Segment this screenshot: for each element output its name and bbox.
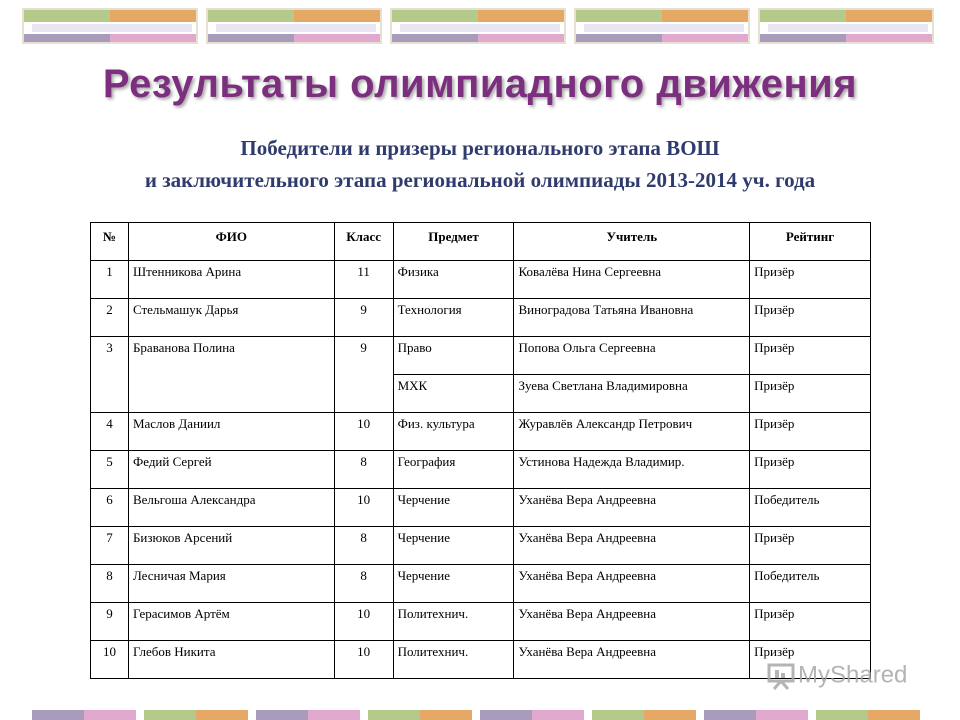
cell-name: Герасимов Артём xyxy=(128,603,334,641)
cell-subject: Черчение xyxy=(393,489,514,527)
cell-number: 8 xyxy=(91,565,129,603)
cell-number: 5 xyxy=(91,451,129,489)
cell-teacher: Уханёва Вера Андреевна xyxy=(514,603,750,641)
band-tile xyxy=(390,8,566,44)
band-tile xyxy=(206,8,382,44)
cell-number: 10 xyxy=(91,641,129,679)
cell-rating: Призёр xyxy=(750,641,871,679)
cell-grade: 9 xyxy=(334,299,393,337)
cell-name: Глебов Никита xyxy=(128,641,334,679)
header-rating: Рейтинг xyxy=(750,223,871,261)
header-grade: Класс xyxy=(334,223,393,261)
cell-grade: 10 xyxy=(334,603,393,641)
cell-name: Вельгоша Александра xyxy=(128,489,334,527)
cell-rating: Победитель xyxy=(750,489,871,527)
cell-rating: Победитель xyxy=(750,565,871,603)
top-decorative-band xyxy=(0,8,960,44)
cell-teacher: Попова Ольга Сергеевна xyxy=(514,337,750,375)
cell-grade: 11 xyxy=(334,261,393,299)
cell-rating: Призёр xyxy=(750,527,871,565)
table-row xyxy=(91,413,871,451)
cell-name: Лесничая Мария xyxy=(128,565,334,603)
cell-teacher: Виноградова Татьяна Ивановна xyxy=(514,299,750,337)
cell-teacher: Журавлёв Александр Петрович xyxy=(514,413,750,451)
cell-rating: Призёр xyxy=(750,299,871,337)
cell-number: 4 xyxy=(91,413,129,451)
presentation-board-icon xyxy=(766,661,796,691)
table-row xyxy=(91,641,871,679)
cell-grade: 10 xyxy=(334,413,393,451)
results-table xyxy=(90,222,871,679)
table-row xyxy=(91,565,871,603)
myshared-watermark xyxy=(766,655,936,695)
cell-subject: Черчение xyxy=(393,527,514,565)
cell-subject: МХК xyxy=(393,375,514,413)
band-tile xyxy=(574,8,750,44)
cell-teacher: Зуева Светлана Владимировна xyxy=(514,375,750,413)
slide-title: Результаты олимпиадного движения xyxy=(102,62,858,106)
cell-rating: Призёр xyxy=(750,375,871,413)
cell-number: 1 xyxy=(91,261,129,299)
cell-subject: Физ. культура xyxy=(393,413,514,451)
table-row xyxy=(91,261,871,299)
header-teacher: Учитель xyxy=(514,223,750,261)
cell-name: Штенникова Арина xyxy=(128,261,334,299)
cell-grade: 10 xyxy=(334,489,393,527)
cell-grade: 8 xyxy=(334,527,393,565)
band-tile xyxy=(758,8,934,44)
cell-number: 2 xyxy=(91,299,129,337)
header-number: № xyxy=(91,223,129,261)
cell-teacher: Уханёва Вера Андреевна xyxy=(514,641,750,679)
cell-rating: Призёр xyxy=(750,603,871,641)
cell-number: 7 xyxy=(91,527,129,565)
table-row xyxy=(91,299,871,337)
cell-number: 6 xyxy=(91,489,129,527)
header-name: ФИО xyxy=(128,223,334,261)
cell-number: 3 xyxy=(91,337,129,413)
table-header-row xyxy=(91,223,871,261)
table-row xyxy=(91,527,871,565)
cell-number: 9 xyxy=(91,603,129,641)
cell-grade: 10 xyxy=(334,641,393,679)
cell-rating: Призёр xyxy=(750,413,871,451)
table-row xyxy=(91,489,871,527)
cell-name: Бизюков Арсений xyxy=(128,527,334,565)
cell-grade: 9 xyxy=(334,337,393,413)
cell-teacher: Ковалёва Нина Сергеевна xyxy=(514,261,750,299)
header-subject: Предмет xyxy=(393,223,514,261)
slide-subtitle-line-2: и заключительного этапа региональной олимпиады 2013-2014 уч. года xyxy=(144,168,816,192)
table-row xyxy=(91,603,871,641)
cell-subject: Политехнич. xyxy=(393,641,514,679)
cell-name: Маслов Даниил xyxy=(128,413,334,451)
table-row xyxy=(91,337,871,375)
cell-subject: Право xyxy=(393,337,514,375)
slide-subtitle-line-1: Победители и призеры регионального этапа ВОШ xyxy=(240,136,720,160)
cell-name: Федий Сергей xyxy=(128,451,334,489)
cell-rating: Призёр xyxy=(750,337,871,375)
cell-teacher: Уханёва Вера Андреевна xyxy=(514,565,750,603)
cell-subject: Физика xyxy=(393,261,514,299)
table-row xyxy=(91,451,871,489)
cell-subject: Черчение xyxy=(393,565,514,603)
watermark-text: MyShared xyxy=(798,661,908,689)
cell-rating: Призёр xyxy=(750,261,871,299)
band-tile xyxy=(22,8,198,44)
cell-grade: 8 xyxy=(334,565,393,603)
cell-name: Бравановa Полина xyxy=(128,337,334,413)
cell-name: Стельмашук Дарья xyxy=(128,299,334,337)
cell-teacher: Уханёва Вера Андреевна xyxy=(514,489,750,527)
cell-subject: Политехнич. xyxy=(393,603,514,641)
cell-subject: Технология xyxy=(393,299,514,337)
cell-subject: География xyxy=(393,451,514,489)
cell-rating: Призёр xyxy=(750,451,871,489)
cell-teacher: Устинова Надежда Владимир. xyxy=(514,451,750,489)
bottom-decorative-band xyxy=(0,710,960,720)
cell-grade: 8 xyxy=(334,451,393,489)
cell-teacher: Уханёва Вера Андреевна xyxy=(514,527,750,565)
